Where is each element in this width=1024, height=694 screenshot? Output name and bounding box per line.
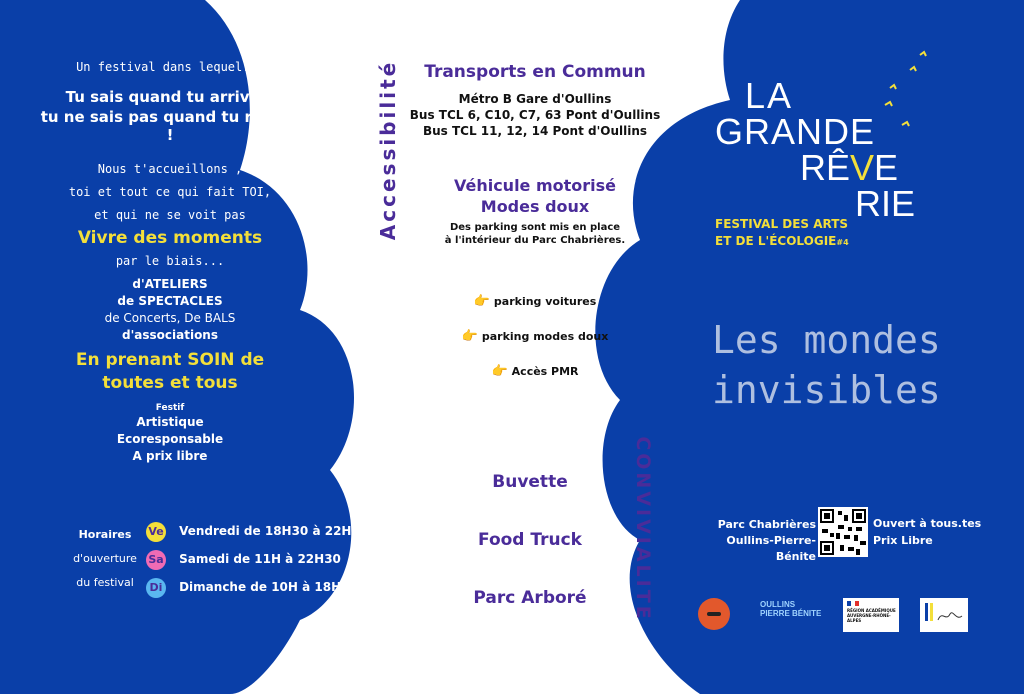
horaires-line-1: Horaires (78, 528, 132, 541)
schedule-list (146, 520, 386, 604)
bus-line-2: Bus TCL 11, 12, 14 Pont d'Oullins (422, 124, 648, 138)
parc-name: Parc Chabrières (717, 518, 816, 531)
signature-icon (936, 606, 964, 626)
subtitle-line-1: FESTIVAL DES ARTS (715, 217, 849, 231)
eco-text: Ecoresponsable (116, 432, 224, 446)
mustache-icon (707, 612, 721, 616)
city-name: Oullins-Pierre-Bénite (726, 534, 816, 563)
partner-logo-signature (920, 598, 968, 632)
festif-text: Festif (155, 403, 185, 413)
transports-section (400, 62, 670, 246)
day-badge-ve: Ve (146, 522, 166, 542)
spectacles-text: de SPECTACLES (117, 294, 223, 308)
partner-logo-oullins: OULLINS PIERRE BÉNITE (760, 600, 822, 618)
access-list (400, 290, 670, 395)
schedule-row (146, 576, 386, 604)
flag-icon (847, 601, 859, 606)
partner-logo-region (843, 598, 899, 632)
horaires-label (60, 523, 150, 595)
logo-line-1: LA (745, 75, 794, 116)
list-item: 👉 Accès PMR (491, 364, 579, 379)
day-badge-di: Di (146, 578, 166, 598)
location-block (692, 517, 816, 565)
logo-line-3: RÊVE (800, 147, 899, 188)
day-text-di: Dimanche de 10H à 18H (179, 580, 342, 594)
moments-heading: Vivre des moments (77, 228, 263, 248)
arbore-text: Parc Arboré (473, 588, 587, 608)
festival-subtitle (715, 216, 849, 251)
schedule-row (146, 520, 386, 548)
theme-line-1: Les mondes (712, 318, 941, 362)
tagline-1: Tu sais quand tu arrives, (65, 88, 275, 106)
artistique-text: Artistique (136, 415, 204, 429)
list-item: 👉 parking modes doux (461, 329, 609, 344)
partner-logo-circle (698, 598, 730, 630)
theme-title (712, 315, 1012, 415)
biais-text: par le biais... (115, 254, 225, 268)
schedule-row (146, 548, 386, 576)
bar-icon (925, 603, 928, 621)
logo-line-2: GRANDE (715, 111, 876, 152)
horaires-line-2: d'ouverture (73, 552, 137, 565)
welcome-2: toi et tout ce qui fait TOI, (68, 185, 272, 199)
foodtruck-text: Food Truck (478, 530, 582, 550)
day-text-sa: Samedi de 11H à 22H30 (179, 552, 341, 566)
parking-text-2: à l'intérieur du Parc Chabrières. (444, 235, 626, 246)
prix-libre-text: Prix Libre (873, 534, 933, 547)
metro-line: Métro B Gare d'Oullins (458, 92, 612, 106)
pointing-hand-icon: 👉 (491, 364, 508, 379)
concerts-text: de Concerts, De BALS (104, 311, 236, 325)
convivialite-section (440, 472, 620, 608)
pointing-hand-icon: 👉 (473, 294, 490, 309)
bus-line-1: Bus TCL 6, C10, C7, 63 Pont d'Oullins (409, 108, 661, 122)
buvette-text: Buvette (492, 472, 568, 492)
region-text: RÉGION ACADÉMIQUE AUVERGNE-RHÔNE-ALPES (847, 608, 896, 623)
horaires-line-3: du festival (76, 576, 134, 589)
modes-title: Modes doux (480, 197, 590, 216)
logo-line-4: RIE (855, 183, 916, 224)
day-text-ve: Vendredi de 18H30 à 22H (179, 524, 352, 538)
prix-text: A prix libre (132, 449, 208, 463)
soin-heading-1: En prenant SOIN de (75, 350, 265, 370)
subtitle-line-2: ET DE L'ÉCOLOGIE#4 (715, 234, 849, 248)
welcome-1: Nous t'accueillons , (97, 162, 243, 176)
day-badge-sa: Sa (146, 550, 166, 570)
theme-line-2: invisibles (712, 368, 941, 412)
soin-heading-2: toutes et tous (102, 373, 238, 393)
bar-icon (930, 603, 933, 621)
left-panel (40, 60, 300, 463)
transports-title: Transports en Commun (424, 62, 646, 82)
access-info (873, 515, 981, 549)
intro-text: Un festival dans lequel... (76, 60, 264, 74)
vehicule-title: Véhicule motorisé (453, 176, 617, 195)
tagline-2: tu ne sais pas quand tu repars ! (40, 108, 300, 144)
welcome-3: et qui ne se voit pas (94, 208, 246, 222)
ouvert-text: Ouvert à tous.tes (873, 517, 982, 530)
associations-text: d'associations (122, 328, 218, 342)
pointing-hand-icon: 👉 (461, 329, 478, 344)
parking-text-1: Des parking sont mis en place (449, 222, 621, 233)
list-item: 👉 parking voitures (473, 294, 597, 309)
ateliers-text: d'ATELIERS (132, 277, 208, 291)
qr-code[interactable] (818, 507, 868, 557)
